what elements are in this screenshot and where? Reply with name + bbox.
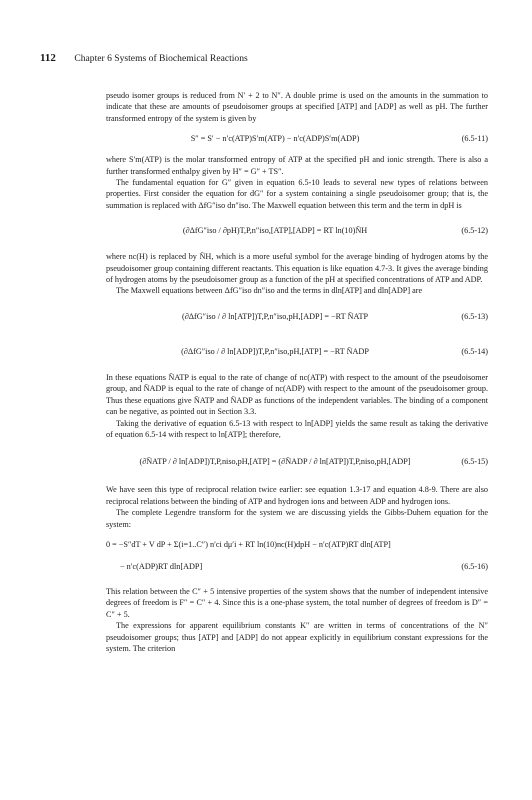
running-header — [40, 53, 492, 64]
paragraph: The fundamental equation for G″ given in equation 6.5-10 leads to several new types of relations between properties. First consider the equation for dG″ for a system containing a single pseudoisomer group; that is, the summation is replaced with ΔfG″iso dn″iso. The Maxwell equation between this term and the term in dpH is — [106, 178, 488, 210]
running-title: Chapter 6 Systems of Biochemical Reactions — [74, 53, 248, 64]
equation-expression: (∂ΔfG″iso / ∂ ln[ATP])T,P,n″iso,pH,[ADP] = −RT N̄ATP — [182, 311, 368, 321]
equation-expression: (∂ΔfG″iso / ∂ ln[ADP])T,P,n″iso,pH,[ATP] = −RT N̄ADP — [181, 346, 369, 356]
equation-6-5-11 — [106, 129, 488, 149]
equation-6-5-15 — [106, 445, 488, 479]
equation-number: (6.5-16) — [461, 561, 488, 571]
equation-expression: S″ = S′ − n′c(ATP)S′m(ATP) − n′c(ADP)S′m(ADP) — [190, 134, 360, 144]
equation-6-5-12 — [106, 216, 488, 246]
paragraph: In these equations N̄ATP is equal to the rate of change of nc(ATP) with respect to the amount of the pseudoisomer group, and N̄ADP is equal to the rate of change of nc(ADP) with respect to the amount of the pseudoisomer group. Thus these equations give N̄ATP and N̄ADP as functions of the independent variables. The binding of a component can be negative, as pointed out in Section 3.3. — [106, 372, 488, 417]
equation-number: (6.5-15) — [461, 457, 488, 467]
paragraph: where nc(H) is replaced by N̄H, which is a more useful symbol for the average binding of hydrogen atoms by the pseudoisomer group containing different reactants. This equation is like equation 4.7-3. It gives the average binding of hydrogen atoms by the pseudoisomer group as a function of the pH at specified concentrations of ATP and ADP. — [106, 252, 488, 285]
equation-number: (6.5-12) — [461, 226, 488, 236]
equation-6-5-16 — [106, 535, 488, 581]
paragraph: The complete Legendre transform for the system we are discussing yields the Gibbs-Duhem equation for the system: — [106, 508, 488, 529]
equation-number: (6.5-14) — [461, 346, 488, 356]
paragraph: The expressions for apparent equilibrium constants K″ are written in terms of concentrations of the N″ pseudoisomer groups; thus [ATP] and [ADP] do not appear explicitly in equilibrium constant expressions for the system. The criterion — [106, 621, 488, 653]
equation-number: (6.5-11) — [461, 134, 488, 144]
page-body — [106, 90, 488, 654]
paragraph: This relation between the C″ + 5 intensive properties of the system shows that the number of independent intensive degrees of freedom is F″ = C″ + 4. Since this is a one-phase system, the total number of degrees of freedom is D″ = C″ + 5. — [106, 586, 488, 619]
equation-expression-continued: − n′c(ADP)RT dln[ADP] — [120, 561, 203, 571]
page-number: 112 — [40, 52, 56, 64]
paragraph: pseudo isomer groups is reduced from N′ + 2 to N″. A double prime is used on the amounts in the summation to indicate that these are amounts of pseudoisomer groups at specified [ATP] and [ADP] as well as pH. The further transformed entropy of the system is given by — [106, 91, 488, 123]
equation-expression: 0 = −S″dT + V dP + Σ(i=1..C″) n′ci dμ′i + RT ln(10)nc(H)dpH − n′c(ATP)RT dln[ATP] — [106, 539, 391, 549]
equation-expression: (∂ΔfG″iso / ∂pH)T,P,n″iso,[ATP],[ADP] = RT ln(10)N̄H — [182, 226, 368, 236]
equation-expression: (∂N̄ATP / ∂ ln[ADP])T,P,niso,pH,[ATP] = (∂N̄ADP / ∂ ln[ATP])T,P,niso,pH,[ADP] — [139, 457, 411, 467]
paragraph: The Maxwell equations between ΔfG″iso dn″iso and the terms in dln[ATP] and dln[ADP] are — [116, 286, 423, 296]
paragraph: We have seen this type of reciprocal relation twice earlier: see equation 1.3-17 and equation 4.8-9. There are also reciprocal relations between the binding of ATP and hydrogen ions and between ADP and hydrogen ions. — [106, 485, 488, 506]
paragraph: Taking the derivative of equation 6.5-13 with respect to ln[ADP] yields the same result as taking the derivative of equation 6.5-14 with respect to ln[ATP]; therefore, — [106, 418, 488, 439]
paragraph: where S′m(ATP) is the molar transformed entropy of ATP at the specified pH and ionic strength. There is also a further transformed enthalpy given by H″ = G″ + TS″. — [106, 155, 488, 176]
equation-number: (6.5-13) — [461, 311, 488, 321]
equation-6-5-14 — [106, 337, 488, 367]
equation-6-5-13 — [106, 302, 488, 332]
